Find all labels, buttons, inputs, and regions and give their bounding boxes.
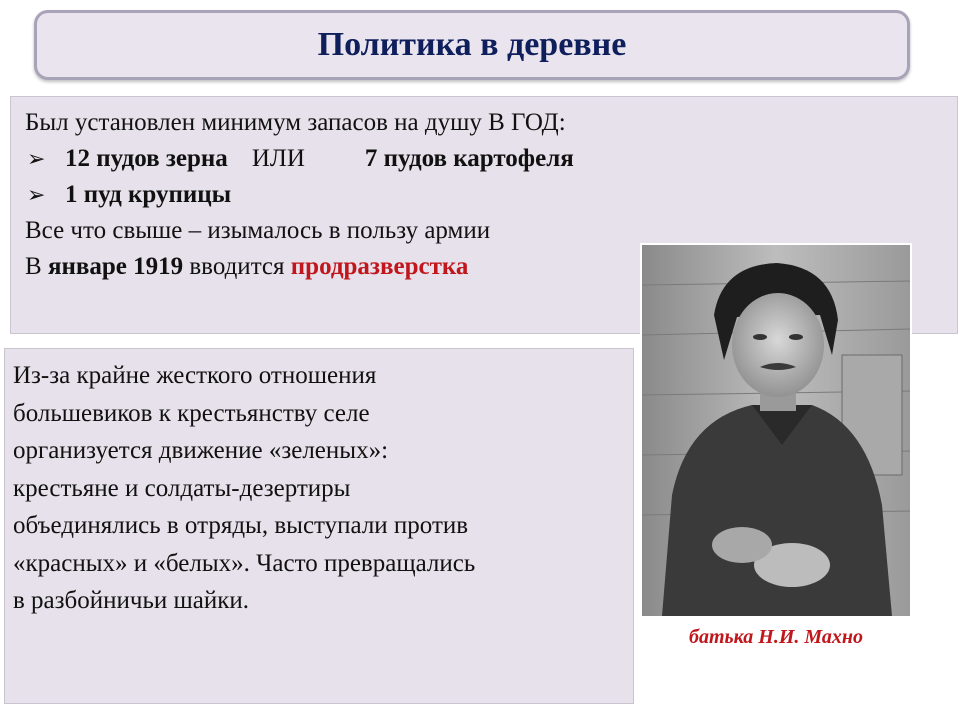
photo-caption: батька Н.И. Махно	[688, 626, 864, 648]
page-title: Политика в деревне	[317, 26, 627, 63]
bullet-item-grain	[25, 141, 957, 177]
or-word: ИЛИ	[251, 145, 305, 172]
greens-line: большевиков к крестьянству селе	[13, 399, 370, 427]
greens-panel	[4, 348, 634, 704]
grain-amount: 12 пудов зерна	[65, 145, 228, 172]
surplus-text: Все что свыше – изымалось в пользу армии	[25, 217, 491, 244]
greens-line: в разбойничьи шайки.	[13, 587, 249, 614]
intro-text: Был установлен минимум запасов на душу В ГОД:	[25, 109, 566, 136]
arrowhead-bullet-icon: ➢	[27, 182, 46, 207]
groats-amount: 1 пуд крупицы	[65, 181, 232, 208]
title-banner	[34, 10, 910, 80]
prod-pre: В	[25, 253, 48, 280]
potato-amount: 7 пудов картофеля	[364, 145, 574, 172]
greens-line: крестьяне и солдаты-дезертиры	[13, 474, 351, 502]
greens-line: Из-за крайне жесткого отношения	[13, 362, 377, 389]
bullet-item-groats	[25, 177, 957, 213]
greens-line: «красных» и «белых». Часто превращались	[13, 549, 476, 577]
prod-date: январе 1919	[47, 253, 184, 280]
prod-term: продразверстка	[290, 253, 469, 280]
arrowhead-bullet-icon: ➢	[27, 146, 46, 171]
prod-mid: вводится	[183, 253, 291, 280]
greens-line: организуется движение «зеленых»:	[13, 437, 389, 464]
bullet-content	[65, 141, 574, 177]
greens-line: объединялись в отряды, выступали против	[13, 512, 469, 539]
makhno-photo	[640, 243, 912, 618]
